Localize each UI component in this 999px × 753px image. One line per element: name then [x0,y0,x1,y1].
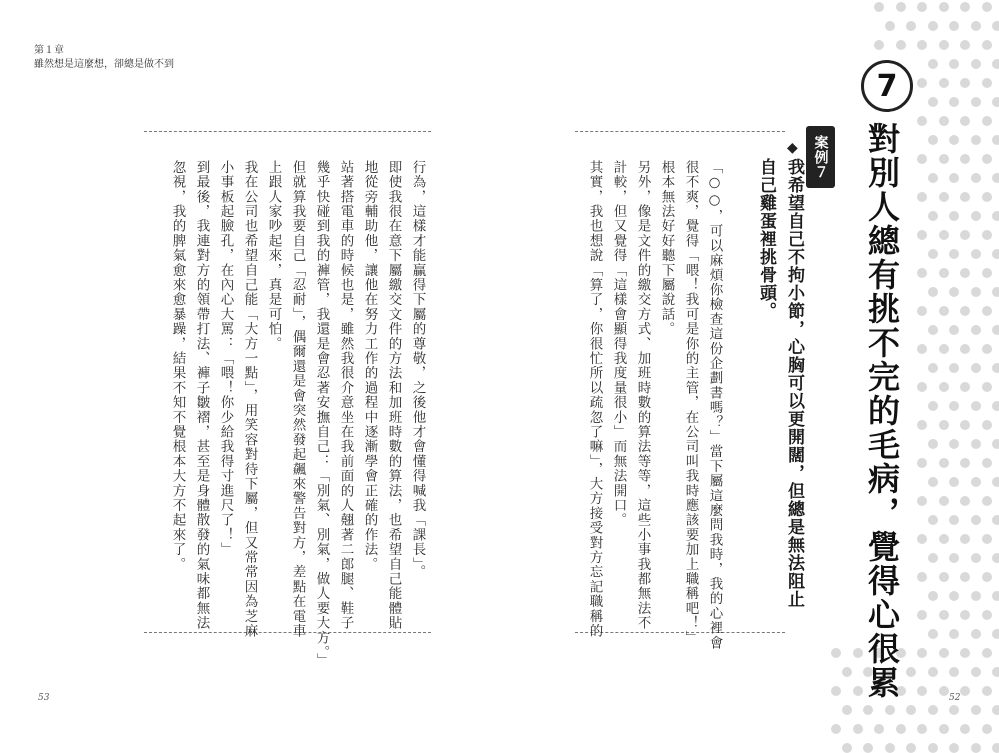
dashed-rule-left-bottom [144,632,431,633]
decorative-dot [917,2,927,12]
decorative-dot [949,743,959,753]
decorative-dot [906,667,916,677]
decorative-dot [992,515,999,525]
decorative-dot [949,173,959,183]
decorative-dot [939,344,949,354]
decorative-dot [831,686,841,696]
decorative-dot [896,724,906,734]
decorative-dot [874,2,884,12]
decorative-dot [960,496,970,506]
decorative-dot [992,59,999,69]
decorative-dot [992,477,999,487]
decorative-dot [971,135,981,145]
decorative-dot [917,306,927,316]
decorative-dot [853,686,863,696]
diamond-bullet-icon: ◆ [787,140,798,156]
chapter-subtitle: 雖然想是這麼想，卻總是做不到 [34,59,174,70]
decorative-dot [906,743,916,753]
decorative-dot [949,705,959,715]
decorative-dot [939,268,949,278]
decorative-dot [928,211,938,221]
decorative-dot [960,534,970,544]
left-text-line-8: 我在公司也希望自己能「大方一點」，用笑容對待下屬，但又常常因為芝麻 [241,160,258,639]
dashed-rule-right-bottom [575,632,785,633]
decorative-dot [917,686,927,696]
decorative-dot [971,439,981,449]
left-text-line-7: 上跟人家吵起來，真是可怕。 [265,160,282,352]
decorative-dot [971,743,981,753]
decorative-dot [896,2,906,12]
decorative-dot [885,21,895,31]
decorative-dot [982,116,992,126]
decorative-dot [917,572,927,582]
decorative-dot [982,40,992,50]
decorative-dot [992,553,999,563]
decorative-dot [885,705,895,715]
left-text-line-10: 到最後，我連對方的領帶打法、褲子皺褶，甚至是身體散發的氣味都無法 [193,160,210,631]
decorative-dot [939,2,949,12]
decorative-dot [874,724,884,734]
decorative-dot [939,610,949,620]
chapter-label: 第１章 [34,45,64,56]
decorative-dot [971,21,981,31]
decorative-dot [992,743,999,753]
decorative-dot [917,268,927,278]
decorative-dot [960,572,970,582]
decorative-dot [917,534,927,544]
decorative-dot [960,344,970,354]
right-text-line-1: 「○○，可以麻煩你檢查這份企劃書嗎？」當下屬這麼問我時，我的心裡會 [706,160,723,651]
decorative-dot [992,21,999,31]
decorative-dot [982,648,992,658]
decorative-dot [982,154,992,164]
decorative-dot [982,724,992,734]
decorative-dot [960,40,970,50]
decorative-dot [928,363,938,373]
decorative-dot [939,572,949,582]
decorative-dot [982,78,992,88]
decorative-dot [992,135,999,145]
dot-pattern [825,0,999,734]
case-subtitle-line-2: 自己雞蛋裡挑骨頭。 [756,158,776,320]
case-number: 7 [876,68,898,104]
decorative-dot [971,173,981,183]
decorative-dot [949,629,959,639]
page-number-left: 53 [38,693,50,703]
decorative-dot [960,268,970,278]
right-text-line-6: 其實，我也想說「算了，你很忙所以疏忽了嘛」，大方接受對方忘記職稱的 [586,160,603,639]
decorative-dot [928,21,938,31]
decorative-dot [917,724,927,734]
left-text-line-9: 小事板起臉孔，在內心大罵：「喂！你少給我得寸進尺了！」 [217,160,234,557]
decorative-dot [992,173,999,183]
decorative-dot [960,686,970,696]
decorative-dot [982,458,992,468]
decorative-dot [874,40,884,50]
decorative-dot [917,78,927,88]
decorative-dot [992,401,999,411]
left-text-line-3: 地從旁輔助他，讓他在努力工作的過程中逐漸學會正確的作法。 [361,160,378,572]
decorative-dot [992,439,999,449]
right-text-line-4: 另外，像是文件的繳交方式、加班時數的算法等等，這些小事我都無法不 [634,160,651,631]
decorative-dot [928,477,938,487]
decorative-dot [982,610,992,620]
decorative-dot [917,496,927,506]
decorative-dot [928,249,938,259]
decorative-dot [928,553,938,563]
decorative-dot [949,439,959,449]
decorative-dot [960,116,970,126]
decorative-dot [960,2,970,12]
decorative-dot [971,211,981,221]
decorative-dot [960,78,970,88]
decorative-dot [939,648,949,658]
decorative-dot [853,724,863,734]
decorative-dot [971,325,981,335]
case-badge [806,126,835,188]
decorative-dot [982,686,992,696]
decorative-dot [971,515,981,525]
decorative-dot [917,154,927,164]
dashed-rule-right-top [575,131,785,132]
decorative-dot [928,173,938,183]
decorative-dot [992,591,999,601]
decorative-dot [917,116,927,126]
decorative-dot [949,667,959,677]
decorative-dot [971,287,981,297]
decorative-dot [885,743,895,753]
dashed-rule-left-top [144,131,431,132]
decorative-dot [960,382,970,392]
decorative-dot [928,667,938,677]
decorative-dot [842,667,852,677]
decorative-dot [982,572,992,582]
decorative-dot [831,648,841,658]
decorative-dot [949,59,959,69]
decorative-dot [939,496,949,506]
left-text-line-4: 站著搭電車的時候也是，雖然我很介意坐在我前面的人翹著二郎腿、鞋子 [337,160,354,631]
decorative-dot [939,154,949,164]
decorative-dot [982,192,992,202]
decorative-dot [949,211,959,221]
left-text-line-6: 但就算我要自己「忍耐」，偶爾還是會突然發起飆來警告對方，差點在電車 [289,160,306,639]
decorative-dot [853,648,863,658]
decorative-dot [971,59,981,69]
decorative-dot [939,306,949,316]
decorative-dot [917,648,927,658]
decorative-dot [863,743,873,753]
decorative-dot [928,401,938,411]
decorative-dot [971,629,981,639]
decorative-dot [949,325,959,335]
decorative-dot [992,363,999,373]
decorative-dot [906,21,916,31]
decorative-dot [928,59,938,69]
decorative-dot [960,154,970,164]
decorative-dot [928,97,938,107]
decorative-dot [971,363,981,373]
decorative-dot [971,249,981,259]
decorative-dot [917,610,927,620]
decorative-dot [928,591,938,601]
page-number-right: 52 [949,693,961,703]
decorative-dot [928,629,938,639]
decorative-dot [831,724,841,734]
decorative-dot [971,705,981,715]
decorative-dot [939,78,949,88]
decorative-dot [949,553,959,563]
right-text-line-5: 計較，但又覺得「這樣會顯得我度量很小」而無法開口。 [610,160,627,528]
decorative-dot [992,705,999,715]
decorative-dot [971,591,981,601]
decorative-dot [917,458,927,468]
decorative-dot [949,591,959,601]
decorative-dot [949,515,959,525]
decorative-dot [863,705,873,715]
left-text-line-5: 幾乎快碰到我的褲管，我還是會忍著安撫自己：「別氣、別氣，做人要大方。」 [313,160,330,668]
decorative-dot [928,515,938,525]
decorative-dot [982,306,992,316]
decorative-dot [960,458,970,468]
decorative-dot [949,21,959,31]
decorative-dot [960,306,970,316]
decorative-dot [949,477,959,487]
decorative-dot [949,249,959,259]
decorative-dot [906,705,916,715]
decorative-dot [982,382,992,392]
decorative-dot [992,211,999,221]
decorative-dot [939,230,949,240]
decorative-dot [982,534,992,544]
decorative-dot [960,724,970,734]
decorative-dot [939,420,949,430]
decorative-dot [971,401,981,411]
title-line-1: 對別人總有挑不完的毛病，覺得心很累 [863,122,901,700]
decorative-dot [949,363,959,373]
decorative-dot [992,287,999,297]
decorative-dot [928,743,938,753]
decorative-dot [928,135,938,145]
decorative-dot [960,648,970,658]
decorative-dot [949,135,959,145]
decorative-dot [939,724,949,734]
decorative-dot [939,534,949,544]
decorative-dot [939,686,949,696]
decorative-dot [917,382,927,392]
case-number-circle [861,60,913,112]
decorative-dot [928,705,938,715]
decorative-dot [939,40,949,50]
decorative-dot [917,344,927,354]
decorative-dot [939,116,949,126]
right-text-line-2: 很不爽，覺得「喂！我可是你的主管，在公司叫我時應該要加上職稱吧！」 [682,160,699,646]
decorative-dot [842,705,852,715]
left-text-line-1: 行為，這樣才能贏得下屬的尊敬，之後他才會懂得喊我「課長」。 [409,160,426,580]
decorative-dot [949,287,959,297]
decorative-dot [982,344,992,354]
decorative-dot [992,97,999,107]
decorative-dot [960,610,970,620]
case-subtitle-line-1: 我希望自己不拘小節，心胸可以更開闊，但總是無法阻止 [784,158,804,608]
decorative-dot [971,553,981,563]
decorative-dot [939,192,949,202]
decorative-dot [992,249,999,259]
decorative-dot [917,230,927,240]
decorative-dot [960,420,970,430]
decorative-dot [917,420,927,430]
decorative-dot [960,230,970,240]
decorative-dot [982,420,992,430]
right-text-line-3: 根本無法好好聽下屬說話。 [658,160,675,337]
decorative-dot [982,2,992,12]
decorative-dot [992,325,999,335]
decorative-dot [960,192,970,202]
decorative-dot [949,401,959,411]
decorative-dot [928,325,938,335]
decorative-dot [982,230,992,240]
decorative-dot [992,629,999,639]
left-text-line-2: 即使我很在意下屬繳交文件的方法和加班時數的算法，也希望自己能體貼 [385,160,402,631]
decorative-dot [842,743,852,753]
decorative-dot [982,496,992,506]
decorative-dot [917,192,927,202]
left-text-line-11: 忽視，我的脾氣愈來愈暴躁，結果不知不覺根本大方不起來了。 [169,160,186,572]
decorative-dot [896,40,906,50]
decorative-dot [928,439,938,449]
case-badge-label: 案例７ [812,134,829,180]
decorative-dot [939,458,949,468]
decorative-dot [928,287,938,297]
decorative-dot [971,667,981,677]
decorative-dot [971,97,981,107]
decorative-dot [939,382,949,392]
decorative-dot [992,667,999,677]
decorative-dot [982,268,992,278]
decorative-dot [971,477,981,487]
decorative-dot [917,40,927,50]
title-line-2: 覺得心很累 [863,530,901,700]
decorative-dot [949,97,959,107]
